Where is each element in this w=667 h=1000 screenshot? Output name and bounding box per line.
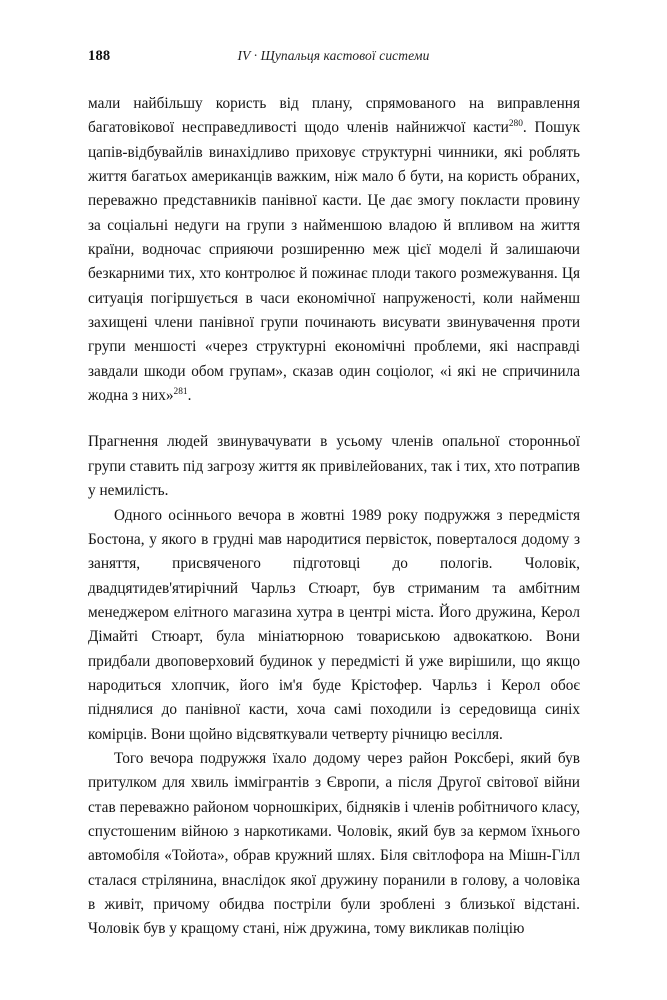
paragraph: Того вечора подружжя їхало додому через район Роксбері, який був притулком для хвиль іммігрантів з Європи, а після Другої світової війни став переважно районом чорношкірих, бідняків і членів робітничого класу, спустошеним війною з наркотиками. Чоловік, який був за кермом їхнього автомобіля «Тойота», обрав кружний шлях. Біля світлофора на Мішн-Гілл сталася стрілянина, внаслідок якої дружину поранили в голову, а чоловіка в живіт, причому обидва постріли були зроблені з близької відстані. Чоловік був у кращому стані, ніж дружина, тому викликав поліцію (88, 749, 580, 938)
footnote-marker: 280 (508, 119, 523, 130)
chapter-title: IV · Щупальця кастової системи (237, 48, 430, 63)
body-text (88, 92, 580, 942)
page-number: 188 (88, 48, 111, 64)
footnote-marker: 281 (173, 387, 188, 398)
running-head (88, 48, 579, 68)
paragraph: Одного осіннього вечора в жовтні 1989 року подружжя з передмістя Бостона, у якого в грудні мав народитися первісток, поверталося додому з заняття, присвяченого підготовці до пологів. Чоловік, двадцятидев'ятирічний Чарльз Стюарт, був стриманим та амбітним менеджером елітного магазина хутра в центрі міста. Його дружина, Керол Дімайті Стюарт, була мініатюрною товариською адвокаткою. Вони придбали двоповерховий будинок у передмісті й уже вирішили, що якщо народиться хлопчик, його ім'я буде Крістофер. Чарльз і Керол обоє піднялися до панівної касти, хоча самі походили із середовища синіх комірців. Вони щойно відсвяткували четверту річницю весілля. (88, 506, 580, 743)
paragraph: Прагнення людей звинувачувати в усьому членів опальної сторонньої групи ставить під загрозу життя як привілейованих, так і тих, хто потрапив у немилість. (88, 433, 580, 500)
paragraph: мали найбільшу користь від плану, спрямованого на виправлення багатовікової несправедливості щодо членів найнижчої касти$^{280}$. Пошук цапів-відбувайлів винахідливо приховує структурні чинники, які роблять життя багатьох американців важким, ніж мало б бути, на користь обраних, переважно представників панівної касти. Це дає змогу покласти провину за соціальні недуги на групи з найменшою владою й впливом на життя країни, водночас сприяючи розширенню меж цієї моделі й залишаючи безкарними тих, хто контролює й пожинає плоди такого розмежування. Ця ситуація погіршується в часи економічної напруженості, коли найменш захищені члени панівної групи починають висувати звинувачення проти групи меншості «через структурні економічні проблеми, які насправді завдали шкоди обом групам», сказав один соціолог, «і які не спричинила жодна з них»$^{281}$. (88, 95, 580, 405)
